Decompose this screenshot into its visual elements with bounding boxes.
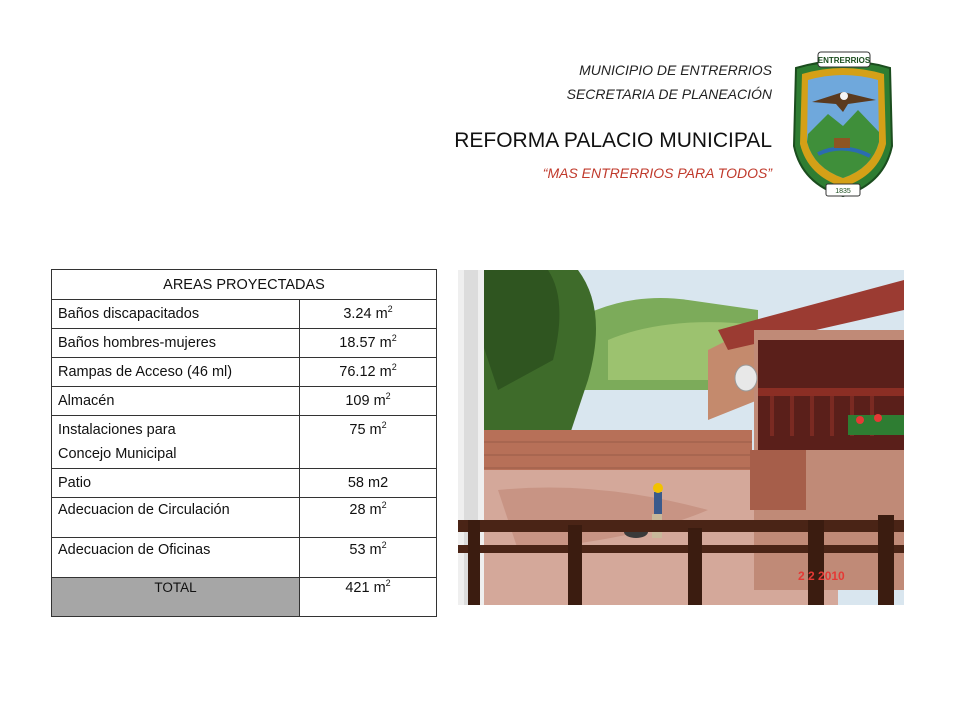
area-value: 58 m2	[300, 469, 437, 498]
photo-date-stamp: 2 2 2010	[798, 569, 845, 583]
area-label: Adecuacion de Circulación	[52, 498, 300, 538]
construction-site-photo	[458, 270, 904, 605]
svg-text:1835: 1835	[835, 188, 851, 195]
area-value: 109 $m^2$	[300, 387, 437, 416]
area-label: Baños discapacitados	[52, 300, 300, 329]
area-value: 18.57 $m^2$	[300, 329, 437, 358]
total-label: TOTAL	[52, 578, 300, 617]
table-row	[52, 387, 437, 416]
table-row	[52, 538, 437, 578]
total-value: 421 $m^2$	[300, 578, 437, 617]
area-label: Patio	[52, 469, 300, 498]
table-row	[52, 469, 437, 498]
area-label: Adecuacion de Oficinas	[52, 538, 300, 578]
area-label: Almacén	[52, 387, 300, 416]
area-value: 3.24 $m^2$	[300, 300, 437, 329]
table-title: AREAS PROYECTADAS	[52, 270, 437, 300]
table-row	[52, 498, 437, 538]
area-label: Baños hombres-mujeres	[52, 329, 300, 358]
department-name: SECRETARIA DE PLANEACIÓN	[566, 86, 772, 102]
area-label: Instalaciones para Concejo Municipal	[52, 416, 300, 469]
municipal-shield-logo	[788, 46, 898, 204]
table-row	[52, 416, 437, 469]
page-subtitle: “MAS ENTRERRIOS PARA TODOS”	[542, 165, 772, 181]
svg-text:ENTRERRIOS: ENTRERRIOS	[817, 56, 871, 65]
area-value: 53 $m^2$	[300, 538, 437, 578]
table-row	[52, 358, 437, 387]
page-title: REFORMA PALACIO MUNICIPAL	[454, 129, 772, 152]
organization-name: MUNICIPIO DE ENTRERRIOS	[579, 62, 772, 78]
total-row	[52, 578, 437, 617]
table-row	[52, 329, 437, 358]
area-label: Rampas de Acceso (46 ml)	[52, 358, 300, 387]
area-value: 76.12 $m^2$	[300, 358, 437, 387]
table-row	[52, 300, 437, 329]
area-value: 75 $m^2$	[300, 416, 437, 469]
projected-areas-table	[51, 269, 437, 617]
area-value: 28 $m^2$	[300, 498, 437, 538]
